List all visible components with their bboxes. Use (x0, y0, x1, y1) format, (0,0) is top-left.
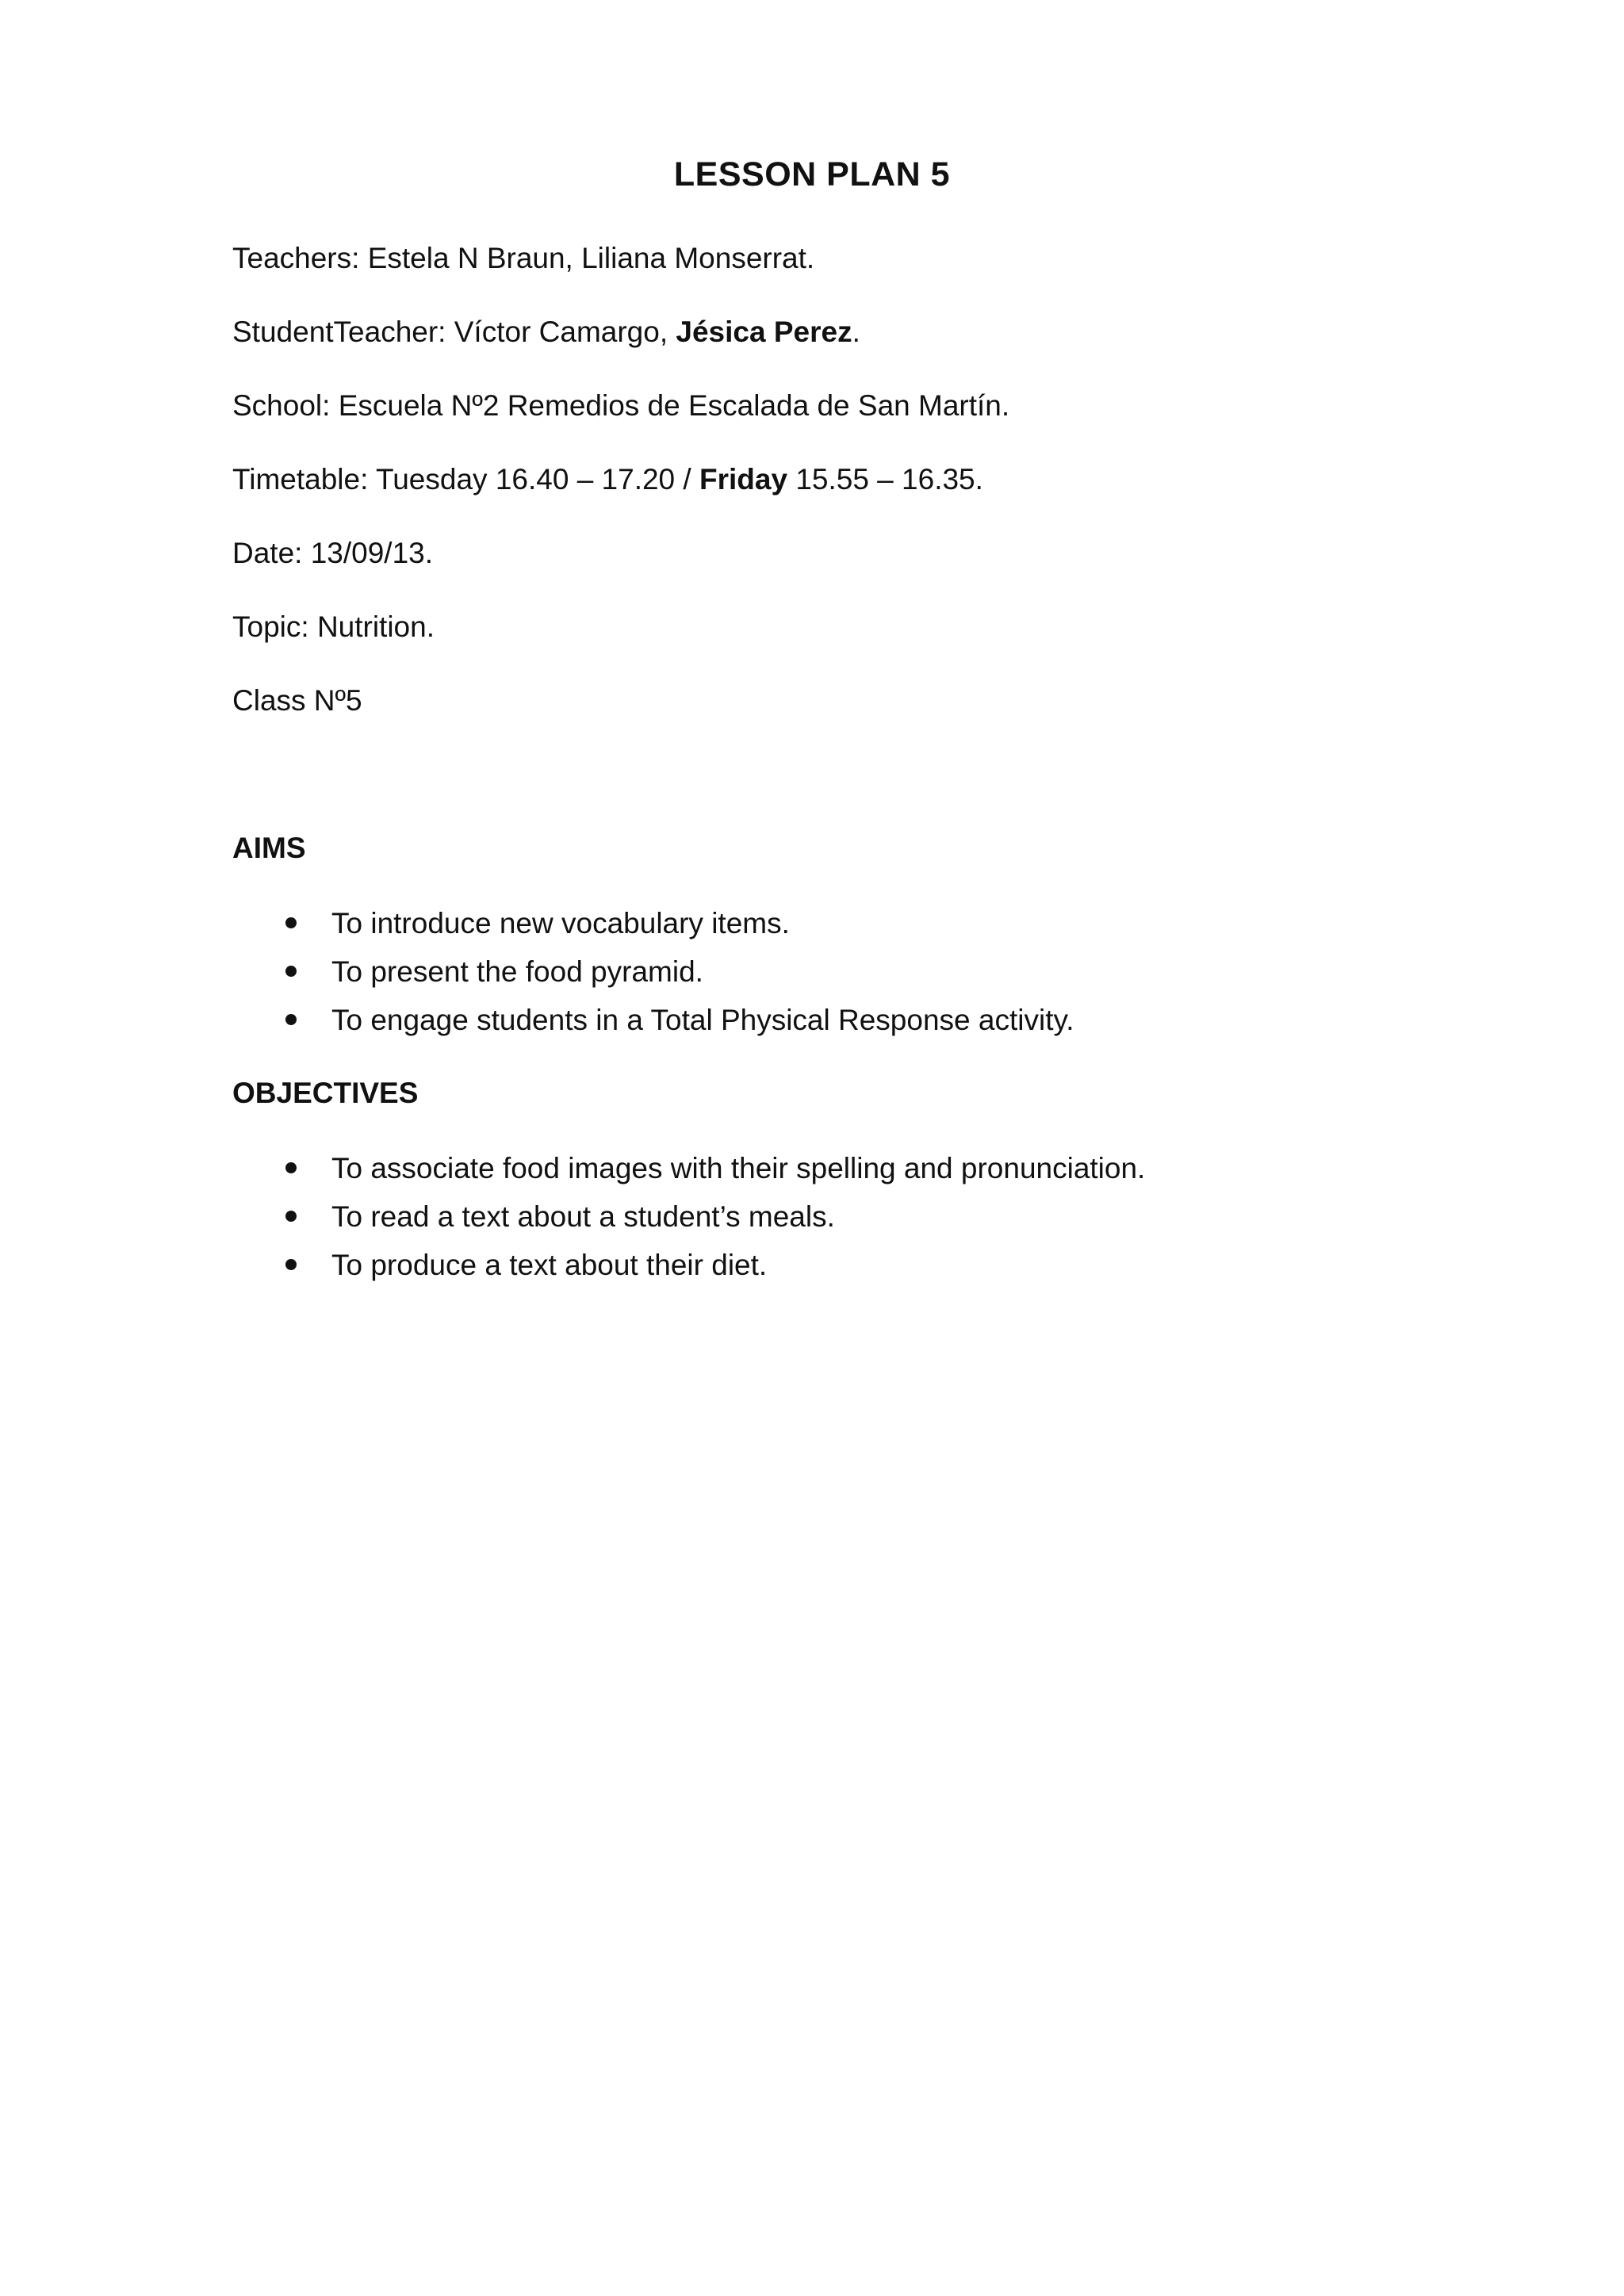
topic-value: Nutrition. (316, 610, 435, 643)
list-item (278, 1002, 1074, 1050)
list-item (278, 1247, 1145, 1295)
bullet-icon (285, 1014, 297, 1025)
school-label: School: (232, 389, 331, 422)
timetable-label: Timetable: (232, 463, 369, 496)
timetable-day1: Tuesday 16.40 – 17.20 / (376, 463, 691, 496)
student-teacher-line (232, 314, 860, 350)
student-teacher-suffix: . (852, 316, 860, 348)
aims-heading: AIMS (232, 832, 306, 864)
timetable-line (232, 461, 983, 498)
list-item (278, 1150, 1145, 1199)
date-label: Date: (232, 537, 303, 569)
bullet-icon (285, 966, 297, 977)
list-item (278, 1199, 1145, 1247)
class-number: Class Nº5 (232, 684, 362, 717)
bullet-icon (285, 1162, 297, 1173)
aims-item-text: To engage students in a Total Physical Response activity. (331, 1004, 1074, 1036)
topic-line (232, 609, 435, 645)
objectives-heading: OBJECTIVES (232, 1077, 419, 1109)
student-teacher-name: Víctor Camargo, (454, 316, 668, 348)
aims-item-text: To present the food pyramid. (331, 955, 703, 988)
teachers-label: Teachers: (232, 242, 360, 274)
timetable-day2: Friday (699, 463, 788, 496)
objectives-item-text: To read a text about a student’s meals. (331, 1200, 835, 1233)
timetable-day2-time: 15.55 – 16.35. (795, 463, 983, 496)
list-item (278, 905, 1074, 954)
date-value: 13/09/13. (310, 537, 434, 569)
page-title: LESSON PLAN 5 (673, 155, 951, 193)
objectives-item-text: To associate food images with their spelling and pronunciation. (331, 1152, 1146, 1184)
student-teacher-label: StudentTeacher: (232, 316, 446, 348)
topic-label: Topic: (232, 610, 309, 643)
objectives-item-text: To produce a text about their diet. (331, 1249, 768, 1281)
student-teacher-name-bold: Jésica Perez (676, 316, 852, 348)
list-item (278, 954, 1074, 1002)
teachers-value: Estela N Braun, Liliana Monserrat. (367, 242, 815, 274)
objectives-list (278, 1150, 1145, 1295)
school-line (232, 388, 1009, 424)
aims-list (278, 905, 1074, 1050)
bullet-icon (285, 1259, 297, 1270)
bullet-icon (285, 917, 297, 928)
date-line (232, 535, 433, 572)
bullet-icon (285, 1211, 297, 1222)
teachers-line (232, 240, 814, 277)
school-value: Escuela Nº2 Remedios de Escalada de San Martín. (338, 389, 1010, 422)
aims-item-text: To introduce new vocabulary items. (331, 907, 790, 939)
